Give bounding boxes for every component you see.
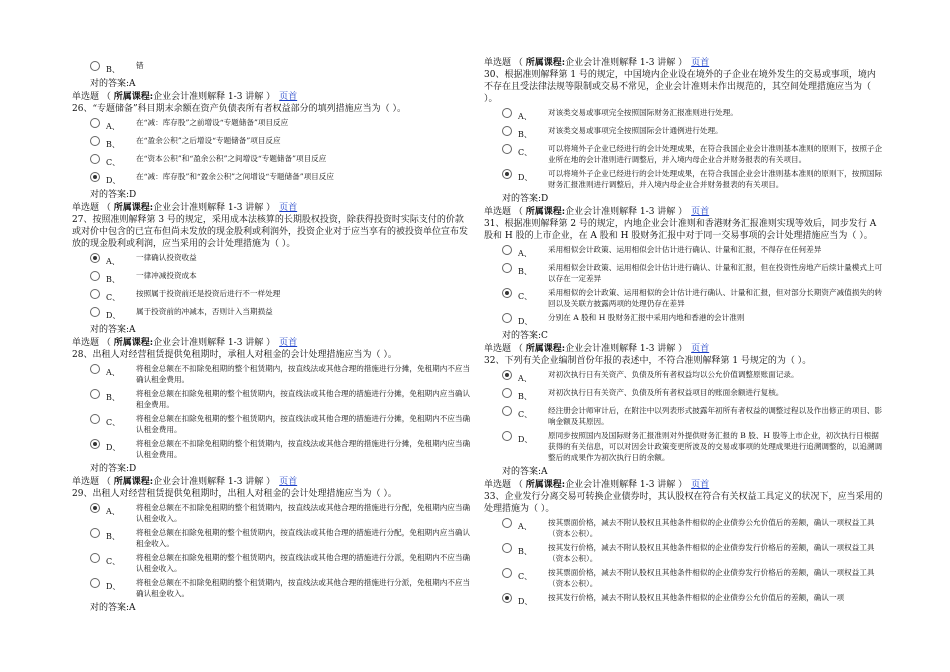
answer-option[interactable]	[90, 363, 472, 385]
answer-option[interactable]	[90, 413, 472, 435]
radio-button[interactable]	[502, 543, 512, 553]
question-header	[484, 479, 884, 491]
option-letter: D、	[106, 311, 121, 320]
option-text: 在“资本公积”和“盈余公积”之间增设“专题储备”项目反应	[136, 154, 327, 163]
answer-label: 对的答案:	[502, 467, 542, 477]
answer-option[interactable]	[90, 252, 472, 267]
top-of-page-link[interactable]: 页首	[279, 203, 298, 213]
answer-value: D	[129, 190, 137, 200]
radio-button[interactable]	[502, 108, 512, 118]
option-text: 将租金总额在不扣除免租期的整个租赁期内，按直线法或其他合理的措施进行分摊，免租期内应当确认租金费用。	[136, 439, 471, 459]
answer-option[interactable]	[502, 405, 884, 427]
question-number: 33、	[484, 492, 505, 502]
answer-option[interactable]	[502, 567, 884, 589]
option-text: 可以将境外子企业已经进行的会计处理成果，在符合我国企业会计准则基本准则的原则下，按照子企业所在地的会计准则进行调整后，并入境内母企业合并财务报表的有关项目。	[548, 144, 883, 164]
question-block	[484, 57, 884, 205]
answer-option[interactable]	[502, 517, 884, 539]
answer-option[interactable]	[502, 168, 884, 190]
course-label: 所属课程:	[525, 207, 566, 217]
question-header	[484, 343, 884, 355]
radio-button[interactable]	[90, 289, 100, 299]
radio-button[interactable]	[90, 61, 100, 71]
option-text: 采用相似会计政策、运用相似会计估计进行确认、计量和汇报，但在投资性房地产后续计量模式上可以存在一定差异	[548, 263, 883, 283]
question-stem: 按照准则解释第 3 号的规定，采用成本法核算的长期股权投资，除获得投资时实际支付的价款或对价中包含的已宣布但尚未发放的现金股利或利润外，投资企业对于应当享有的被投资单位宣布发放的现金股利或利润，应当采用的会计处理措施为（ ）。	[72, 215, 469, 249]
question-stem: “专题储备”科目期末余额在资产负债表所有者权益部分的填列措施应当为（ ）。	[92, 104, 407, 114]
question-stem: 企业发行分离交易可转换企业债券时，其认股权在符合有关权益工具定义的状况下，应当采用的处理措施为（ ）。	[484, 492, 883, 514]
course-name: 企业会计准则解释 1-3 讲解 ）	[565, 344, 688, 354]
answer-option[interactable]	[90, 306, 472, 321]
course-name: 企业会计准则解释 1-3 讲解 ）	[565, 207, 688, 217]
answer-option[interactable]	[90, 502, 472, 524]
radio-button[interactable]	[90, 172, 100, 182]
option-letter: D、	[518, 173, 533, 182]
course-label: 所属课程:	[525, 480, 566, 490]
answer-option[interactable]	[90, 153, 472, 168]
option-letter: D、	[106, 443, 121, 452]
answer-value: A	[541, 467, 548, 477]
answer-label: 对的答案:	[502, 331, 542, 341]
option-letter: B、	[518, 392, 532, 401]
option-text: 按照属于投资前还是投资后进行不一样处理	[136, 289, 281, 298]
answer-label: 对的答案:	[90, 190, 130, 200]
answer-value: A	[129, 603, 136, 613]
question-type-label: 单选题 （	[72, 92, 114, 102]
option-text: 将租金总额在不扣除免租期的整个租赁期内，按直线法或其他合理的措施进行分摊，免租期内不应当确认租金费用。	[136, 364, 471, 384]
option-text: 将租金总额在扣除免租期的整个租赁期内，按直线法或其他合理的措施进行分摊，免租期内不应当确认租金费用。	[136, 414, 471, 434]
option-text: 分别在 A 股和 H 股财务汇报中采用内地和香港的会计准则	[548, 313, 745, 322]
question-header	[484, 206, 884, 218]
option-letter: D、	[518, 317, 533, 326]
answer-option[interactable]	[90, 527, 472, 549]
question-text	[72, 103, 472, 115]
question-number: 29、	[72, 489, 93, 499]
option-letter: C、	[518, 410, 533, 419]
correct-answer	[484, 466, 884, 478]
option-text: 将租金总额在不扣除免租期的整个租赁期内，按直线法或其他合理的措施进行分派，免租期内不应当确认租金收入。	[136, 578, 471, 598]
answer-option[interactable]	[502, 262, 884, 284]
option-text: 对初次执行日有关资产、负债及所有者权益项目的账面余额进行复核。	[548, 388, 784, 397]
correct-answer	[72, 189, 472, 201]
course-name: 企业会计准则解释 1-3 讲解 ）	[565, 480, 688, 490]
option-text: 采用相似的会计政策、运用相似的会计估计进行确认、计量和汇报，但对部分长期资产减值损失的转回以及关联方披露两项的处理仍存在差异	[548, 288, 883, 308]
question-stem: 出租人对经营租赁提供免租期时，承租人对租金的会计处理措施应当为（ ）。	[92, 350, 397, 360]
course-name: 企业会计准则解释 1-3 讲解 ）	[565, 58, 688, 68]
option-letter: A、	[518, 522, 532, 531]
radio-button[interactable]	[502, 245, 512, 255]
option-text: 将租金总额在扣除免租期的整个租赁期内，按直线法或其他合理的措施进行分摊，免租期内应当确认租金费用。	[136, 389, 471, 409]
course-name: 企业会计准则解释 1-3 讲解 ）	[153, 203, 276, 213]
question-header	[72, 91, 472, 103]
question-block	[484, 479, 884, 607]
option-letter: B、	[518, 547, 532, 556]
radio-button[interactable]	[90, 118, 100, 128]
course-name: 企业会计准则解释 1-3 讲解 ）	[153, 92, 276, 102]
left-column	[72, 58, 472, 614]
option-letter: D、	[106, 176, 121, 185]
option-text: 在“减：库存股”之前增设“专题储备”项目反应	[136, 118, 289, 127]
option-letter: B、	[518, 267, 532, 276]
option-text: 属于投资前的冲减本，否则计入当期损益	[136, 307, 273, 316]
option-letter: C、	[106, 293, 121, 302]
answer-value: A	[129, 79, 136, 89]
option-letter: D、	[518, 597, 533, 606]
option-letter: D、	[106, 582, 121, 591]
correct-answer	[72, 463, 472, 475]
option-letter: C、	[106, 418, 121, 427]
option-text: 将租金总额在扣除免租期的整个租赁期内，按直线法或其他合理的措施进行分配，免租期内应当确认租金收入。	[136, 528, 471, 548]
radio-button[interactable]	[90, 414, 100, 424]
answer-option[interactable]	[90, 438, 472, 460]
course-label: 所属课程:	[113, 92, 154, 102]
question-header	[484, 57, 884, 69]
top-of-page-link[interactable]: 页首	[691, 207, 710, 217]
answer-value: D	[541, 194, 549, 204]
option-letter: C、	[106, 158, 121, 167]
radio-button[interactable]	[502, 288, 512, 298]
answer-label: 对的答案:	[502, 194, 542, 204]
question-type-label: 单选题 （	[484, 480, 526, 490]
question-stem: 出租人对经营租赁提供免租期时，出租人对租金的会计处理措施应当为（ ）。	[92, 489, 397, 499]
radio-button[interactable]	[502, 370, 512, 380]
course-name: 企业会计准则解释 1-3 讲解 ）	[153, 477, 276, 487]
question-stem: 根据准则解释第 2 号的规定，内地企业会计准则和香港财务汇报准则实现等效后，同步发行 A 股和 H 股的上市企业，在 A 股和 H 股财务汇报中对于同一交易事项的会计处理措施应当为（ ）。	[484, 219, 877, 241]
top-of-page-link[interactable]: 页首	[279, 338, 298, 348]
option-letter: A、	[106, 122, 120, 131]
option-letter: B、	[106, 275, 120, 284]
option-letter: A、	[106, 257, 120, 266]
radio-button[interactable]	[502, 126, 512, 136]
question-text	[484, 355, 884, 367]
radio-button[interactable]	[90, 578, 100, 588]
top-of-page-link[interactable]: 页首	[691, 480, 710, 490]
radio-button[interactable]	[90, 364, 100, 374]
answer-option[interactable]	[502, 430, 884, 463]
answer-option[interactable]	[90, 552, 472, 574]
answer-option[interactable]	[90, 270, 472, 285]
question-type-label: 单选题 （	[72, 203, 114, 213]
radio-button[interactable]	[90, 503, 100, 513]
answer-value: A	[129, 325, 136, 335]
radio-button[interactable]	[90, 553, 100, 563]
answer-option[interactable]	[502, 287, 884, 309]
option-text: 将租金总额在不扣除免租期的整个租赁期内，按直线法或其他合理的措施进行分配，免租期内应当确认租金收入。	[136, 503, 471, 523]
option-letter: B、	[106, 393, 120, 402]
question-number: 26、	[72, 104, 93, 114]
option-letter: A、	[106, 368, 120, 377]
answer-option[interactable]	[502, 143, 884, 165]
question-number: 31、	[484, 219, 505, 229]
answer-value: D	[129, 464, 137, 474]
question-block	[72, 91, 472, 201]
radio-button[interactable]	[502, 313, 512, 323]
option-text: 可以将境外子企业已经进行的会计处理成果，在符合我国企业会计准则基本准则的原则下，按照国际财务汇报准则进行调整后，并入境内母企业合并财务报表的有关项目。	[548, 169, 883, 189]
radio-button[interactable]	[90, 528, 100, 538]
answer-option[interactable]	[502, 387, 884, 402]
question-text	[72, 488, 472, 500]
option-text: 将租金总额在扣除免租期的整个租赁期内，按直线法或其他合理的措施进行分派，免租期内不应当确认租金收入。	[136, 553, 471, 573]
radio-button[interactable]	[90, 439, 100, 449]
radio-button[interactable]	[90, 253, 100, 263]
answer-option[interactable]	[502, 312, 884, 327]
answer-option[interactable]	[502, 244, 884, 259]
question-block	[72, 476, 472, 614]
radio-button[interactable]	[90, 154, 100, 164]
option-letter: B、	[106, 532, 120, 541]
top-of-page-link[interactable]: 页首	[691, 58, 710, 68]
radio-button[interactable]	[90, 271, 100, 281]
question-type-label: 单选题 （	[72, 477, 114, 487]
question-header	[72, 476, 472, 488]
question-header	[72, 202, 472, 214]
question-text	[484, 491, 884, 515]
question-block	[72, 337, 472, 475]
answer-label: 对的答案:	[90, 79, 130, 89]
answer-option[interactable]	[90, 577, 472, 599]
option-letter: A、	[106, 507, 120, 516]
radio-button[interactable]	[90, 389, 100, 399]
course-label: 所属课程:	[113, 203, 154, 213]
option-letter: A、	[518, 249, 532, 258]
answer-label: 对的答案:	[90, 325, 130, 335]
question-number: 27、	[72, 215, 93, 225]
radio-button[interactable]	[90, 307, 100, 317]
radio-button[interactable]	[502, 144, 512, 154]
right-column	[484, 56, 884, 610]
question-block	[484, 206, 884, 342]
option-text: 原同步按照国内及国际财务汇报准则对外提供财务汇报的 B 股、H 股等上市企业，初次执行日根据获得的有关信息，可以对因会计政策变更所波及的交易或事项的处理成果进行追溯调整的，以追溯调整后的成果作为初次执行日的余额。	[548, 431, 883, 462]
answer-option[interactable]	[502, 592, 884, 607]
answer-label: 对的答案:	[90, 464, 130, 474]
option-text: 在“减：库存股”和“盈余公积”之间增设“专题储备”项目反应	[136, 172, 334, 181]
radio-button[interactable]	[502, 388, 512, 398]
option-text: 对该类交易或事项完全按照国际会计通例进行处理。	[548, 126, 723, 135]
answer-option[interactable]	[502, 125, 884, 140]
radio-button[interactable]	[502, 568, 512, 578]
answer-option[interactable]	[90, 60, 472, 75]
option-letter: A、	[518, 374, 532, 383]
option-letter: C、	[518, 572, 533, 581]
question-text	[72, 214, 472, 250]
option-text: 采用相似会计政策、运用相似会计估计进行确认、计量和汇报，不得存在任何差异	[548, 245, 822, 254]
course-label: 所属课程:	[525, 344, 566, 354]
radio-button[interactable]	[502, 169, 512, 179]
question-type-label: 单选题 （	[484, 58, 526, 68]
answer-option[interactable]	[90, 135, 472, 150]
question-block	[72, 202, 472, 336]
option-text: 一律冲减投资成本	[136, 271, 197, 280]
option-letter: B、	[518, 130, 532, 139]
radio-button[interactable]	[502, 263, 512, 273]
option-text: 对该类交易或事项完全按照国际财务汇报准则进行处理。	[548, 108, 738, 117]
radio-button[interactable]	[502, 431, 512, 441]
option-text: 按其票面价格，减去不附认股权且其他条件相似的企业债券公允价值后的差额，确认一项权益工具（资本公积）。	[548, 518, 875, 538]
correct-answer	[72, 78, 472, 90]
option-letter: D、	[518, 435, 533, 444]
question-number: 30、	[484, 70, 505, 80]
course-name: 企业会计准则解释 1-3 讲解 ）	[153, 338, 276, 348]
answer-option[interactable]	[90, 288, 472, 303]
answer-option[interactable]	[502, 369, 884, 384]
question-number: 32、	[484, 356, 505, 366]
option-letter: B、	[106, 140, 120, 149]
answer-option[interactable]	[502, 107, 884, 122]
option-letter: A、	[518, 112, 532, 121]
option-letter: B、	[106, 65, 120, 74]
course-label: 所属课程:	[113, 477, 154, 487]
top-of-page-link[interactable]: 页首	[279, 477, 298, 487]
question-stem: 根据准则解释第 1 号的规定，中国境内企业设在境外的子企业在境外发生的交易或事项，境内不存在且受法律法规等限制或交易不常见，企业会计准则未作出规范的，其空间处理措施应当为（ ）。	[484, 70, 876, 104]
correct-answer	[72, 602, 472, 614]
option-text: 按其发行价格，减去不附认股权且其他条件相似的企业债券公允价值后的差额，确认一项	[548, 593, 845, 602]
course-label: 所属课程:	[525, 58, 566, 68]
option-text: 经注册会计师审计后，在附注中以列表形式披露年初所有者权益的调整过程以及作出修正的项目、影响金额及其原因。	[548, 406, 883, 426]
correct-answer	[72, 324, 472, 336]
top-of-page-link[interactable]: 页首	[279, 92, 298, 102]
radio-button[interactable]	[502, 593, 512, 603]
answer-option[interactable]	[90, 388, 472, 410]
radio-button[interactable]	[502, 406, 512, 416]
top-of-page-link[interactable]: 页首	[691, 344, 710, 354]
question-text	[72, 349, 472, 361]
option-text: 按其发行价格，减去不附认股权且其他条件相似的企业债券发行价格后的差额，确认一项权益工具（资本公积）。	[548, 543, 875, 563]
question-stem: 下列有关企业编制首份年报的表述中，不符合准则解释第 1 号规定的为（ ）。	[504, 356, 812, 366]
question-number: 28、	[72, 350, 93, 360]
answer-label: 对的答案:	[90, 603, 130, 613]
question-type-label: 单选题 （	[484, 207, 526, 217]
answer-option[interactable]	[90, 117, 472, 132]
correct-answer	[484, 330, 884, 342]
question-text	[484, 218, 884, 242]
radio-button[interactable]	[90, 136, 100, 146]
option-text: 对初次执行日有关资产、负债及所有者权益均以公允价值调整原账面记录。	[548, 370, 799, 379]
question-text	[484, 69, 884, 105]
correct-answer	[484, 193, 884, 205]
question-header	[72, 337, 472, 349]
option-text: 在“盈余公积”之后增设“专题储备”项目反应	[136, 136, 281, 145]
question-type-label: 单选题 （	[484, 344, 526, 354]
option-letter: C、	[518, 148, 533, 157]
question-type-label: 单选题 （	[72, 338, 114, 348]
option-letter: C、	[106, 557, 121, 566]
answer-option[interactable]	[502, 542, 884, 564]
option-text: 错	[136, 61, 144, 70]
option-text: 一律确认投资收益	[136, 253, 197, 262]
answer-option[interactable]	[90, 171, 472, 186]
answer-value: C	[541, 331, 548, 341]
option-letter: C、	[518, 292, 533, 301]
course-label: 所属课程:	[113, 338, 154, 348]
option-text: 按其票面价格，减去不附认股权且其他条件相似的企业债券发行价格后的差额，确认一项权益工具（资本公积）。	[548, 568, 875, 588]
radio-button[interactable]	[502, 518, 512, 528]
question-block	[484, 343, 884, 478]
